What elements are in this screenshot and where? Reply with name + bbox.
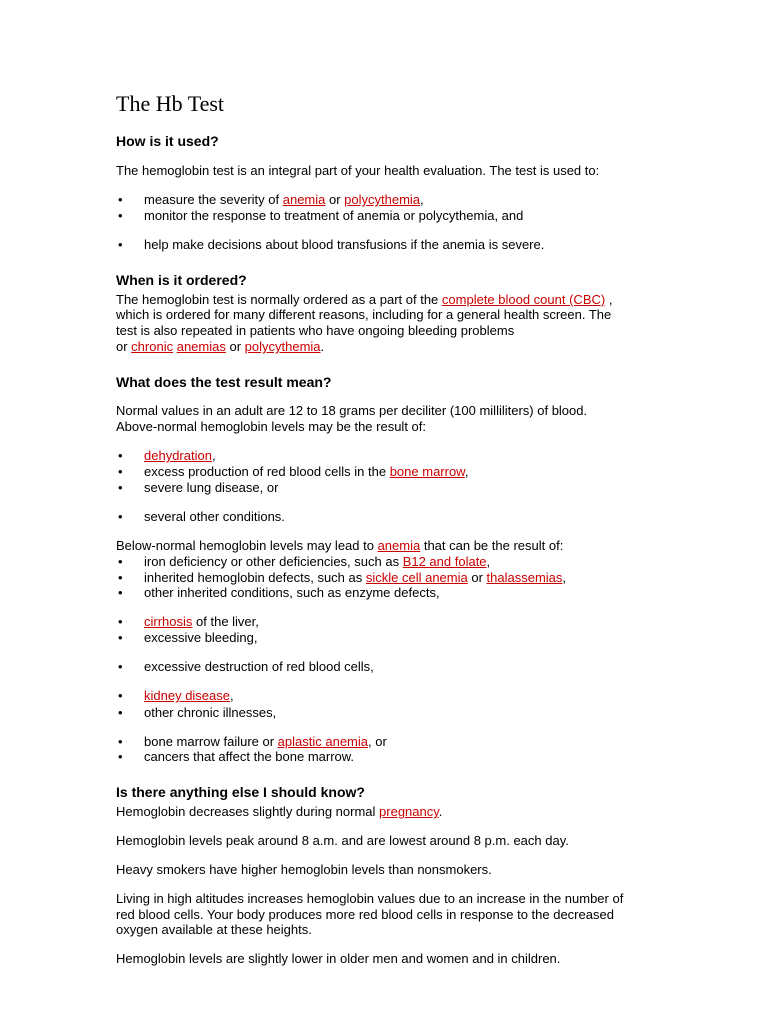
bullet-marker: • [118,749,123,764]
link-dehydration[interactable]: dehydration [144,448,212,463]
bullet-marker: • [118,448,123,463]
daily-peak-note: Hemoglobin levels peak around 8 a.m. and are lowest around 8 p.m. each day. [116,833,569,848]
bullet-marker: • [118,480,123,495]
list-item: other inherited conditions, such as enzyme defects, [144,585,440,600]
age-note: Hemoglobin levels are slightly lower in older men and women and in children. [116,951,561,966]
list-item: help make decisions about blood transfusions if the anemia is severe. [144,237,545,252]
when-ordered-line-1: The hemoglobin test is normally ordered as a part of the complete blood count (CBC) , [116,292,613,307]
bullet-marker: • [118,237,123,252]
link-bone-marrow[interactable]: bone marrow [389,464,465,479]
list-item: bone marrow failure or aplastic anemia, or [144,734,387,749]
list-item: other chronic illnesses, [144,705,277,720]
bullet-marker: • [118,630,123,645]
list-item: excessive destruction of red blood cells, [144,659,374,674]
link-cbc[interactable]: complete blood count (CBC) [441,292,606,307]
link-chronic[interactable]: chronic [131,339,174,354]
link-polycythemia-2[interactable]: polycythemia [244,339,321,354]
bullet-marker: • [118,585,123,600]
list-item: monitor the response to treatment of anemia or polycythemia, and [144,208,524,223]
when-ordered-line-3: test is also repeated in patients who have ongoing bleeding problems [116,323,515,338]
list-item: measure the severity of anemia or polycythemia, [144,192,424,207]
normal-values-line-2: Above-normal hemoglobin levels may be the result of: [116,419,426,434]
bullet-marker: • [118,509,123,524]
how-used-intro: The hemoglobin test is an integral part of your health evaluation. The test is used to: [116,163,600,178]
pregnancy-note: Hemoglobin decreases slightly during normal pregnancy. [116,804,443,819]
list-item: severe lung disease, or [144,480,279,495]
link-sickle-cell-anemia[interactable]: sickle cell anemia [365,570,468,585]
link-thalassemias[interactable]: thalassemias [486,570,563,585]
bullet-marker: • [118,614,123,629]
heading-result-mean: What does the test result mean? [116,374,332,390]
link-aplastic-anemia[interactable]: aplastic anemia [277,734,368,749]
bullet-marker: • [118,464,123,479]
link-kidney-disease[interactable]: kidney disease [144,688,230,703]
link-cirrhosis[interactable]: cirrhosis [144,614,193,629]
altitude-note-line-3: oxygen available at these heights. [116,922,312,937]
heading-else-know: Is there anything else I should know? [116,784,365,800]
bullet-marker: • [118,688,123,703]
heading-when-ordered: When is it ordered? [116,272,247,288]
bullet-marker: • [118,659,123,674]
altitude-note-line-1: Living in high altitudes increases hemoglobin values due to an increase in the number of [116,891,624,906]
bullet-marker: • [118,192,123,207]
list-item: excessive bleeding, [144,630,258,645]
list-item: several other conditions. [144,509,285,524]
link-anemias[interactable]: anemias [176,339,226,354]
link-anemia[interactable]: anemia [282,192,326,207]
list-item: kidney disease, [144,688,234,703]
when-ordered-line-4: or chronic anemias or polycythemia. [116,339,325,354]
link-polycythemia[interactable]: polycythemia [344,192,421,207]
list-item: inherited hemoglobin defects, such as sickle cell anemia or thalassemias, [144,570,567,585]
bullet-marker: • [118,570,123,585]
page-title: The Hb Test [116,91,225,116]
link-anemia-2[interactable]: anemia [377,538,421,553]
list-item: iron deficiency or other deficiencies, such as B12 and folate, [144,554,491,569]
when-ordered-line-2: which is ordered for many different reasons, including for a general health screen. The [116,307,612,322]
below-normal-intro: Below-normal hemoglobin levels may lead to anemia that can be the result of: [116,538,564,553]
smokers-note: Heavy smokers have higher hemoglobin levels than nonsmokers. [116,862,492,877]
list-item: dehydration, [144,448,216,463]
normal-values-line-1: Normal values in an adult are 12 to 18 grams per deciliter (100 milliliters) of blood. [116,403,588,418]
bullet-marker: • [118,705,123,720]
bullet-marker: • [118,554,123,569]
link-b12-folate[interactable]: B12 and folate [402,554,487,569]
bullet-marker: • [118,208,123,223]
altitude-note-line-2: red blood cells. Your body produces more red blood cells in response to the decreased [116,907,614,922]
link-pregnancy[interactable]: pregnancy [379,804,439,819]
list-item: excess production of red blood cells in the bone marrow, [144,464,469,479]
list-item: cancers that affect the bone marrow. [144,749,355,764]
list-item: cirrhosis of the liver, [144,614,259,629]
heading-how-used: How is it used? [116,133,219,149]
bullet-marker: • [118,734,123,749]
